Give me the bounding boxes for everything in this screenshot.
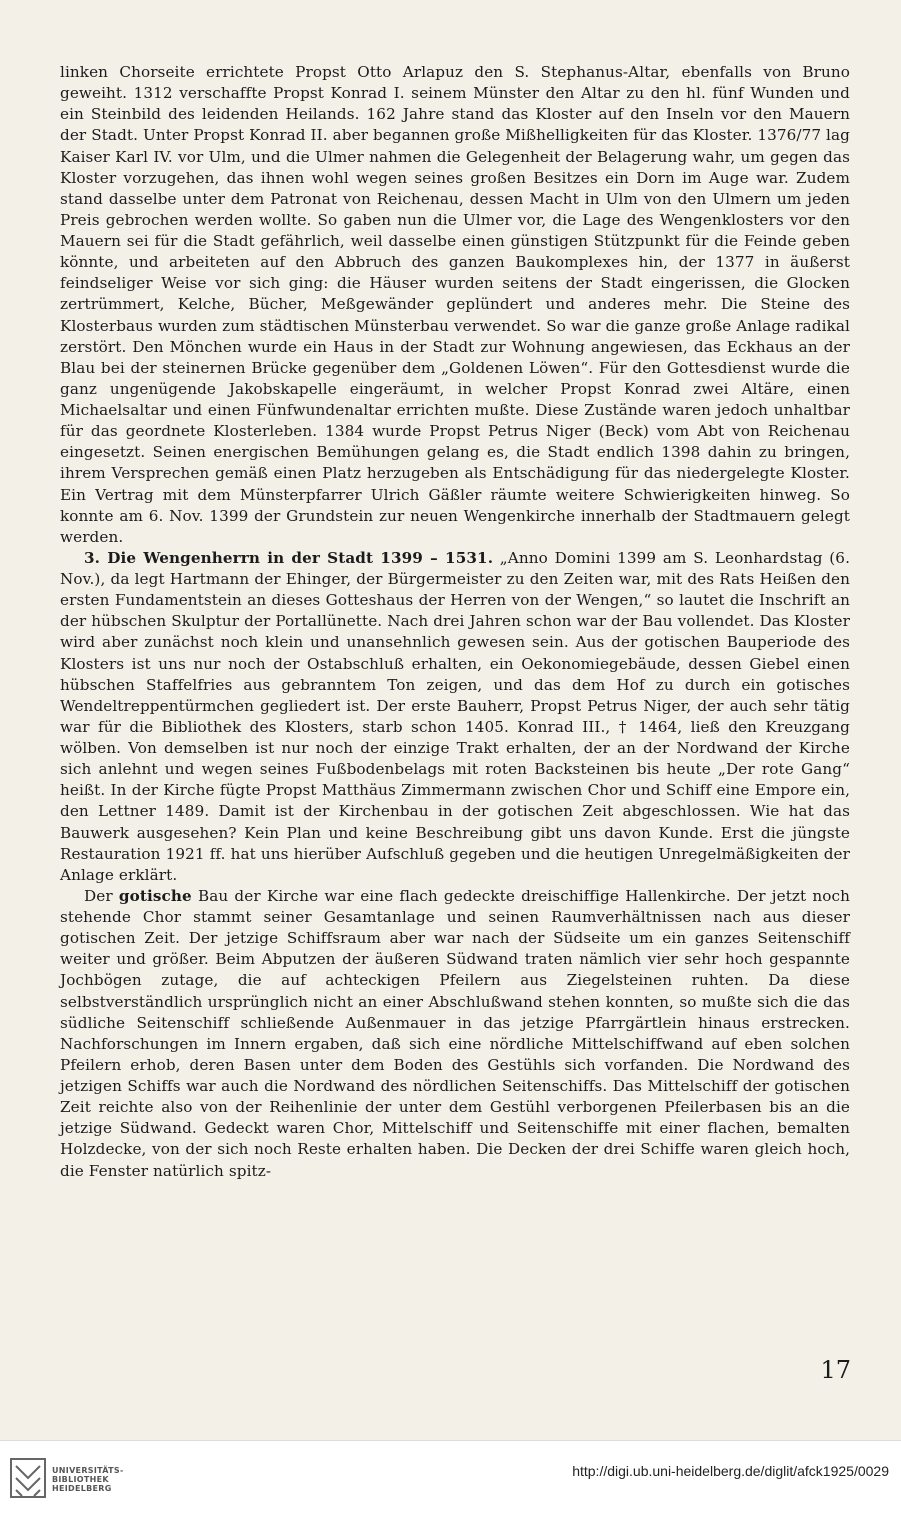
library-name-line-3: HEIDELBERG <box>52 1484 112 1493</box>
university-library-logo-icon <box>10 1458 46 1498</box>
paragraph-2 <box>60 548 850 886</box>
paragraph-3-pre: Der <box>84 886 119 905</box>
section-heading: 3. Die Wengenherrn in der Stadt 1399 – 1531. <box>84 548 494 567</box>
paragraph-3 <box>60 886 850 1182</box>
paragraph-1-text: linken Chorseite errichtete Propst Otto Arlapuz den S. Stephanus-Altar, ebenfalls von Bruno geweiht. 1312 verschaffte Propst Konrad I. seinem Münster den Altar zu den hl. fünf Wunden und ein Steinbild des leidenden Heilands. 162 Jahre stand das Kloster auf den Inseln vor den Mauern der Stadt. Unter Propst Konrad II. aber begannen große Mißhelligkeiten für das Kloster. 1376/77 lag Kaiser Karl IV. vor Ulm, und die Ulmer nahmen die Gelegenheit der Belagerung wahr, um gegen das Kloster vorzugehen, das ihnen wohl wegen seines großen Besitzes ein Dorn im Auge war. Zudem stand dasselbe unter dem Patronat von Reichenau, dessen Macht in Ulm von den Ulmern um jeden Preis gebrochen werden wollte. So gaben nun die Ulmer vor, die Lage des Wengenklosters vor den Mauern sei für die Stadt gefährlich, weil dasselbe einen günstigen Stützpunkt für die Feinde geben könnte, und arbeiteten auf den Abbruch des ganzen Baukomplexes hin, der 1377 in äußerst feindseliger Weise vor sich ging: die Häuser wurden seitens der Stadt eingerissen, die Glocken zertrümmert, Kelche, Bücher, Meßgewänder geplündert und anderes mehr. Die Steine des Klosterbaus wurden zum städtischen Münsterbau verwendet. So war die ganze große Anlage radikal zerstört. Den Mönchen wurde ein Haus in der Stadt zur Wohnung angewiesen, das Eckhaus an der Blau bei der steinernen Brücke gegenüber dem „Goldenen Löwen“. Für den Gottesdienst wurde die ganz ungenügende Jakobskapelle eingeräumt, in welcher Propst Konrad zwei Altäre, einen Michaelsaltar und einen Fünfwundenaltar errichten mußte. Diese Zustände waren jedoch unhaltbar für das geordnete Klosterleben. 1384 wurde Propst Petrus Niger (Beck) vom Abt von Reichenau eingesetzt. Seinen energischen Bemühungen gelang es, die Stadt endlich 1398 dahin zu bringen, ihrem Versprechen gemäß einen Platz herzugeben als Entschädigung für das niedergelegte Kloster. Ein Vertrag mit dem Münsterpfarrer Ulrich Gäßler räumte weitere Schwierigkeiten hinweg. So konnte am 6. Nov. 1399 der Grundstein zur neuen Wengenkirche innerhalb der Stadtmauern gelegt werden. <box>60 63 850 546</box>
source-url-link[interactable]: http://digi.ub.uni-heidelberg.de/diglit/afck1925/0029 <box>572 1463 889 1479</box>
paragraph-3-text: Bau der Kirche war eine flach gedeckte dreischiffige Hallenkirche. Der jetzt noch stehende Chor stammt seiner Gesamtanlage und seinen Raumverhältnissen nach aus dieser gotischen Zeit. Der jetzige Schiffsraum aber war nach der Südseite um ein ganzes Seitenschiff weiter und größer. Beim Abputzen der äußeren Südwand traten nämlich vier sehr hoch gespannte Jochbögen zutage, die auf achteckigen Pfeilern aus Ziegelsteinen ruhten. Da diese selbstverständlich ursprünglich nicht an einer Abschlußwand stehen konnten, so mußte sich die das südliche Seitenschiff schließende Außenmauer in das jetzige Pfarrgärtlein hinaus erstrecken. Nachforschungen im Innern ergaben, daß sich eine nördliche Mittelschiffwand auf eben solchen Pfeilern erhob, deren Basen unter dem Boden des Gestühls sich vorfanden. Die Nordwand des jetzigen Schiffs war auch die Nordwand des nördlichen Seitenschiffs. Das Mittelschiff der gotischen Zeit reichte also von der Reihenlinie der unter dem Gestühl verborgenen Pfeilerbasen bis an die jetzige Südwand. Gedeckt waren Chor, Mittelschiff und Seitenschiffe mit einer flachen, bemalten Holzdecke, von der sich noch Reste erhalten haben. Die Decken der drei Schiffe waren gleich hoch, die Fenster natürlich spitz- <box>60 886 850 1180</box>
library-name <box>52 1466 124 1493</box>
paragraph-3-emphasis: gotische <box>118 886 192 905</box>
paragraph-1 <box>60 62 850 548</box>
paragraph-2-text: „Anno Domini 1399 am S. Leonhardstag (6. Nov.), da legt Hartmann der Ehinger, der Bürgermeister zu den Zeiten war, mit des Rats Heißen den ersten Fundamentstein an dieses Gotteshaus der Herren von der Wengen,“ so lautet die Inschrift an der hübschen Skulptur der Portallünette. Nach drei Jahren schon war der Bau vollendet. Das Kloster wird aber zunächst noch klein und unansehnlich gewesen sein. Aus der gotischen Bauperiode des Klosters ist uns nur noch der Ostabschluß erhalten, ein Oekonomiegebäude, dessen Giebel einen hübschen Staffelfries aus gebranntem Ton zeigen, und das dem Hof zu durch ein gotisches Wendeltreppentürmchen gegliedert ist. Der erste Bauherr, Propst Petrus Niger, der auch sehr tätig war für die Bibliothek des Klosters, starb schon 1405. Konrad III., † 1464, ließ den Kreuzgang wölben. Von demselben ist nur noch der einzige Trakt erhalten, der an der Nordwand der Kirche sich anlehnt und wegen seines Fußbodenbelags mit roten Backsteinen bis heute „Der rote Gang“ heißt. In der Kirche fügte Propst Matthäus Zimmermann zwischen Chor und Schiff eine Empore ein, den Lettner 1489. Damit ist der Kirchenbau in der gotischen Zeit abgeschlossen. Wie hat das Bauwerk ausgesehen? Kein Plan und keine Beschreibung gibt uns davon Kunde. Erst die jüngste Restauration 1921 ff. hat uns hierüber Aufschluß gegeben und die heutigen Unregelmäßigkeiten der Anlage erklärt. <box>60 548 850 884</box>
page-number: 17 <box>820 1356 851 1384</box>
library-name-line-2: BIBLIOTHEK <box>52 1475 109 1484</box>
body-text <box>60 62 850 1182</box>
library-name-line-1: UNIVERSITÄTS- <box>52 1466 124 1475</box>
